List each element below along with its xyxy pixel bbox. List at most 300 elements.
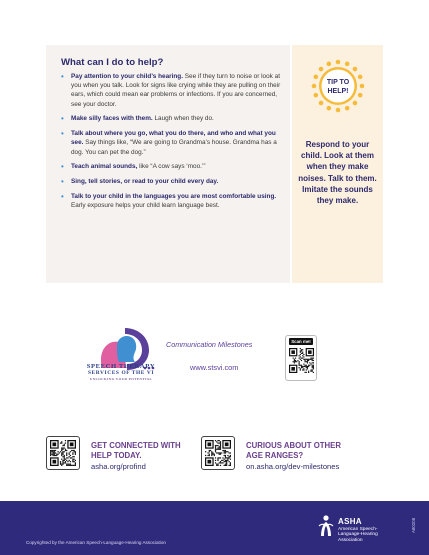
qr-module: [221, 452, 222, 453]
qr-module: [66, 452, 67, 453]
qr-module: [312, 365, 313, 366]
qr-module: [215, 446, 216, 447]
qr-module: [214, 455, 215, 456]
qr-module: [52, 442, 56, 446]
qr-module: [61, 465, 62, 466]
qr-module: [66, 450, 67, 451]
qr-module: [69, 465, 70, 466]
qr-module: [225, 452, 226, 453]
qr-module: [65, 442, 66, 443]
qr-module: [54, 452, 55, 453]
qr-module: [220, 446, 221, 447]
bullet-dot-icon: •: [61, 192, 64, 201]
qr-module: [217, 449, 218, 450]
bullet-dot-icon: •: [61, 129, 64, 139]
qr-module: [215, 450, 216, 451]
qr-module: [62, 452, 63, 453]
sun-ray-dot: [358, 93, 363, 98]
qr-module: [64, 462, 65, 463]
qr-module: [219, 440, 220, 441]
qr-module: [217, 464, 218, 465]
qr-module: [302, 369, 303, 370]
qr-module: [55, 452, 56, 453]
qr-module: [60, 451, 61, 452]
sun-ray-dot: [353, 67, 358, 72]
qr-module: [225, 442, 229, 446]
qr-module: [217, 445, 218, 446]
qr-module: [64, 447, 65, 448]
qr-module: [313, 362, 314, 363]
qr-module: [51, 454, 52, 455]
qr-module: [209, 454, 210, 455]
qr-module: [301, 365, 302, 366]
qr-module: [294, 361, 295, 362]
qr-module: [214, 454, 215, 455]
qr-module: [64, 460, 65, 461]
qr-module: [210, 450, 211, 451]
sun-ray-dot: [314, 75, 319, 80]
qr-module: [308, 360, 309, 361]
qr-module: [230, 465, 231, 466]
help-item: • Pay attention to your child’s hearing. See if they turn to noise or look at you when you talk. Look for signs like crying while they are pulling on their ears, which could mean ear problems or infections. If you are concerned, see your doctor.: [61, 72, 281, 108]
qr-module: [224, 451, 225, 452]
qr-module: [306, 369, 307, 370]
qr-module: [313, 372, 314, 373]
qr-code-icon: [205, 440, 231, 466]
qr-module: [216, 441, 217, 442]
qr-module: [61, 449, 62, 450]
qr-module: [306, 365, 307, 366]
sun-ray-dot: [360, 84, 365, 89]
qr-module: [207, 442, 211, 446]
qr-module: [75, 462, 76, 463]
qr-module: [64, 457, 65, 458]
qr-module: [56, 454, 57, 455]
qr-module: [60, 442, 61, 443]
qr-module: [219, 446, 220, 447]
qr-module: [312, 367, 313, 368]
bullet-dot-icon: •: [61, 72, 64, 81]
qr-module: [62, 460, 63, 461]
qr-module: [61, 447, 62, 448]
qr-module: [211, 452, 212, 453]
qr-module: [299, 362, 300, 363]
sun-ray-dot: [345, 62, 350, 67]
qr-module: [224, 455, 225, 456]
qr-module: [70, 442, 74, 446]
qr-module: [307, 362, 308, 363]
qr-module: [310, 358, 311, 359]
footer: [0, 501, 429, 555]
qr-module: [308, 365, 309, 366]
qr-module: [66, 457, 67, 458]
qr-module: [230, 456, 231, 457]
qr-module: [70, 464, 71, 465]
qr-module: [306, 366, 307, 367]
qr-module: [61, 459, 62, 460]
copyright-text: Copyrighted by the American Speech-Language-Hearing Association: [26, 540, 166, 545]
qr-module: [302, 355, 303, 356]
qr-module: [222, 450, 223, 451]
qr-module: [221, 460, 222, 461]
qr-module: [54, 451, 55, 452]
qr-module: [300, 352, 301, 353]
qr-module: [220, 441, 221, 442]
help-panel: [46, 45, 290, 283]
qr-module: [300, 354, 301, 355]
sun-ray-dot: [319, 67, 324, 72]
bullet-dot-icon: •: [61, 177, 64, 187]
qr-module: [226, 461, 227, 462]
qr-module: [211, 455, 212, 456]
qr-module: [65, 461, 66, 462]
qr-module: [308, 359, 309, 360]
qr-module: [226, 451, 227, 452]
qr-module: [306, 359, 307, 360]
qr-module: [217, 442, 218, 443]
qr-module: [227, 455, 228, 456]
qr-module: [55, 450, 56, 451]
qr-module: [61, 450, 62, 451]
qr-module: [226, 457, 227, 458]
qr-code-icon: [50, 440, 76, 466]
qr-module: [61, 442, 62, 443]
qr-module: [230, 464, 231, 465]
qr-module: [75, 451, 76, 452]
qr-module: [313, 366, 314, 367]
qr-module: [205, 451, 206, 452]
qr-module: [303, 366, 304, 367]
qr-module: [301, 358, 302, 359]
qr-module: [303, 359, 304, 360]
qr-module: [220, 445, 221, 446]
qr-module: [230, 455, 231, 456]
qr-module: [205, 455, 206, 456]
sun-ray-dot: [327, 106, 332, 111]
profind-link[interactable]: asha.org/profind: [91, 462, 146, 471]
qr-module: [74, 451, 75, 452]
qr-module: [312, 360, 313, 361]
qr-module: [296, 361, 297, 362]
qr-module: [308, 372, 309, 373]
qr-module: [65, 462, 66, 463]
qr-module: [65, 450, 66, 451]
sun-ray-dot: [312, 84, 317, 89]
qr-module: [70, 465, 71, 466]
qr-module: [225, 457, 226, 458]
qr-module: [300, 365, 301, 366]
qr-module: [312, 371, 313, 372]
qr-module: [307, 368, 308, 369]
qr-module: [70, 455, 71, 456]
qr-module: [217, 457, 218, 458]
qr-module: [65, 440, 66, 441]
qr-module: [66, 464, 67, 465]
qr-module: [226, 460, 227, 461]
qr-module: [207, 455, 208, 456]
qr-module: [64, 456, 65, 457]
qr-module: [225, 464, 226, 465]
qr-module: [52, 451, 53, 452]
partner-website-link[interactable]: www.stsvi.com: [190, 363, 239, 372]
qr-module: [52, 450, 53, 451]
qr-module: [215, 460, 216, 461]
qr-module: [299, 361, 300, 362]
qr-module: [72, 465, 73, 466]
qr-module: [66, 460, 67, 461]
qr-module: [308, 366, 309, 367]
qr-module: [302, 352, 303, 353]
qr-module: [220, 457, 221, 458]
get-connected-qr[interactable]: [46, 436, 80, 470]
qr-module: [293, 358, 294, 359]
qr-module: [220, 461, 221, 462]
qr-module: [226, 462, 227, 463]
qr-module: [310, 363, 311, 364]
partner-qr-code-icon[interactable]: [289, 348, 314, 373]
qr-module: [216, 464, 217, 465]
qr-module: [303, 363, 304, 364]
qr-module: [300, 350, 301, 351]
qr-module: [224, 461, 225, 462]
qr-module: [72, 456, 73, 457]
qr-module: [310, 359, 311, 360]
qr-module: [222, 460, 223, 461]
qr-module: [302, 349, 303, 350]
sun-badge-icon: [310, 51, 366, 121]
qr-module: [308, 371, 309, 372]
scan-me-card[interactable]: [285, 335, 317, 381]
qr-module: [304, 372, 305, 373]
qr-module: [216, 449, 217, 450]
qr-module: [215, 457, 216, 458]
qr-module: [300, 356, 301, 357]
qr-module: [313, 367, 314, 368]
qr-module: [219, 452, 220, 453]
qr-module: [212, 454, 213, 455]
sun-ray-dot: [319, 101, 324, 106]
sts-logo-icon: [87, 324, 155, 392]
qr-module: [307, 361, 308, 362]
qr-module: [72, 459, 73, 460]
qr-module: [71, 465, 72, 466]
qr-module: [55, 455, 56, 456]
qr-module: [62, 456, 63, 457]
qr-module: [50, 450, 51, 451]
qr-module: [302, 353, 303, 354]
qr-module: [219, 454, 220, 455]
bullet-dot-icon: •: [61, 162, 64, 172]
qr-module: [217, 452, 218, 453]
qr-module: [299, 355, 300, 356]
qr-module: [62, 462, 63, 463]
qr-module: [226, 465, 227, 466]
qr-module: [66, 454, 67, 455]
qr-module: [224, 452, 225, 453]
qr-module: [301, 366, 302, 367]
qr-module: [209, 450, 210, 451]
qr-module: [225, 465, 226, 466]
qr-module: [297, 360, 298, 361]
qr-module: [50, 454, 51, 455]
qr-module: [70, 457, 71, 458]
qr-module: [69, 454, 70, 455]
qr-module: [61, 441, 62, 442]
qr-module: [220, 449, 221, 450]
qr-module: [219, 449, 220, 450]
qr-module: [54, 450, 55, 451]
qr-module: [304, 359, 305, 360]
qr-module: [217, 440, 218, 441]
qr-module: [52, 455, 53, 456]
qr-module: [310, 369, 311, 370]
qr-module: [54, 454, 55, 455]
qr-module: [62, 454, 63, 455]
qr-module: [219, 442, 220, 443]
qr-module: [300, 368, 301, 369]
tip-panel: [292, 45, 383, 283]
qr-module: [216, 452, 217, 453]
qr-module: [61, 464, 62, 465]
qr-module: [225, 451, 226, 452]
qr-module: [219, 462, 220, 463]
help-item: • Teach animal sounds, like “A cow says ‘moo.’”: [61, 162, 206, 172]
sun-ray-dot: [336, 60, 341, 65]
qr-module: [313, 368, 314, 369]
qr-module: [72, 461, 73, 462]
qr-module: [62, 445, 63, 446]
qr-module: [307, 366, 308, 367]
qr-module: [215, 462, 216, 463]
qr-module: [70, 451, 71, 452]
qr-module: [62, 451, 63, 452]
qr-module: [220, 454, 221, 455]
qr-module: [301, 367, 302, 368]
qr-module: [67, 465, 68, 466]
sun-ray-dot: [314, 93, 319, 98]
sun-ray-dot: [327, 62, 332, 67]
sun-ray-dot: [353, 101, 358, 106]
qr-module: [65, 459, 66, 460]
qr-module: [51, 450, 52, 451]
qr-module: [56, 455, 57, 456]
qr-module: [215, 447, 216, 448]
qr-module: [75, 464, 76, 465]
qr-module: [50, 452, 51, 453]
qr-module: [215, 451, 216, 452]
qr-module: [61, 452, 62, 453]
qr-module: [221, 462, 222, 463]
age-ranges-qr[interactable]: [201, 436, 235, 470]
qr-module: [229, 457, 230, 458]
qr-module: [230, 452, 231, 453]
qr-module: [224, 459, 225, 460]
qr-module: [225, 461, 226, 462]
qr-module: [303, 354, 304, 355]
qr-module: [225, 450, 226, 451]
qr-module: [70, 461, 71, 462]
qr-module: [71, 450, 72, 451]
qr-module: [312, 369, 313, 370]
qr-module: [72, 450, 73, 451]
qr-module: [227, 460, 228, 461]
qr-module: [299, 367, 300, 368]
qr-module: [61, 454, 62, 455]
qr-module: [309, 365, 310, 366]
qr-module: [217, 459, 218, 460]
qr-module: [222, 462, 223, 463]
help-item: • Talk about where you go, what you do there, and who and what you see. Say things like, “We are going to Grandma’s house. Grandma has a dog. You can pet the dog.”: [61, 129, 277, 156]
asha-logo-name: ASHA: [338, 517, 362, 526]
qr-module: [294, 360, 295, 361]
qr-module: [309, 362, 310, 363]
qr-module: [217, 460, 218, 461]
qr-module: [229, 452, 230, 453]
qr-module: [64, 445, 65, 446]
qr-module: [220, 465, 221, 466]
qr-module: [295, 361, 296, 362]
qr-module: [307, 360, 308, 361]
qr-module: [227, 459, 228, 460]
qr-module: [220, 442, 221, 443]
qr-module: [306, 367, 307, 368]
qr-module: [212, 452, 213, 453]
qr-module: [302, 358, 303, 359]
qr-module: [301, 353, 302, 354]
qr-module: [62, 447, 63, 448]
qr-module: [229, 461, 230, 462]
qr-module: [72, 460, 73, 461]
qr-module: [215, 440, 216, 441]
qr-module: [304, 361, 305, 362]
sun-ray-dot: [336, 108, 341, 113]
help-item: • Make silly faces with them. Laugh when they do.: [61, 114, 214, 124]
qr-module: [215, 449, 216, 450]
help-title: What can I do to help?: [61, 57, 164, 68]
qr-module: [61, 455, 62, 456]
qr-module: [225, 456, 226, 457]
qr-module: [312, 358, 313, 359]
qr-module: [225, 460, 226, 461]
qr-module: [226, 464, 227, 465]
document-code: A80208: [411, 517, 416, 533]
qr-module: [217, 447, 218, 448]
qr-module: [74, 450, 75, 451]
qr-module: [224, 450, 225, 451]
qr-module: [310, 371, 311, 372]
qr-module: [229, 456, 230, 457]
qr-module: [291, 367, 295, 371]
qr-module: [66, 465, 67, 466]
qr-module: [293, 361, 294, 362]
help-item: • Talk to your child in the languages you are most comfortable using. Early exposure helps your child learn language best.: [61, 192, 277, 210]
qr-module: [59, 452, 60, 453]
qr-module: [75, 452, 76, 453]
qr-module: [309, 359, 310, 360]
dev-milestones-link[interactable]: on.asha.org/dev-milestones: [246, 462, 340, 471]
qr-module: [304, 365, 305, 366]
qr-module: [67, 464, 68, 465]
qr-module: [302, 366, 303, 367]
qr-module: [57, 454, 58, 455]
qr-module: [66, 455, 67, 456]
qr-module: [301, 360, 302, 361]
qr-module: [215, 445, 216, 446]
qr-module: [303, 368, 304, 369]
qr-module: [304, 360, 305, 361]
qr-module: [312, 359, 313, 360]
qr-module: [291, 350, 295, 354]
